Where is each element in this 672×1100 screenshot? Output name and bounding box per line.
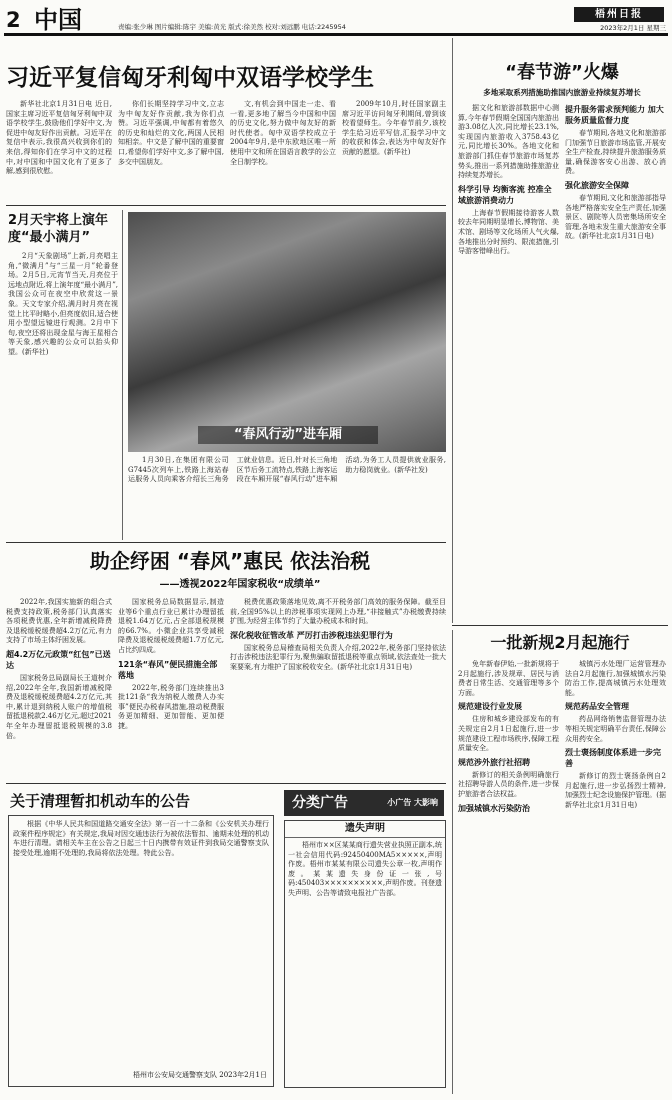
page-number: 2 <box>6 8 21 32</box>
notice-title: 关于清理暂扣机动车的公告 <box>10 792 191 810</box>
regulations-section-3: 加强城镇水污染防治 <box>458 803 530 813</box>
spring-travel-section-1: 科学引导 均衡客流 控准全域旅游消费动力 <box>458 184 552 205</box>
ads-text: 梧州市××区某某商行遗失营业执照正副本,统一社会信用代码:92450400MA5×××××,声明作废。梧州市某某有限公司遗失公章一枚,声明作废。某某遗失身份证一张,号码:450403××××××××××,声明作废。刊登遗失声明、公告等请致电报社广告部。 <box>288 841 442 897</box>
ads-title: 遗失声明 <box>285 821 445 838</box>
tax-col-3-body: 国家税务总局稽查局相关负责人介绍,2022年,税务部门坚持依法打击涉税违法犯罪行为,聚焦骗取留抵退税等重点领域,依法查处一批大案要案,有力维护了国家税收安全。(新华社北京1月31日电) <box>230 643 446 671</box>
tax-col-3-intro: 税费优惠政策落地见效,离不开税务部门高效的服务保障。截至目前,全国95%以上的涉税事项实现网上办理,“非接触式”办税缴费持续扩围,为经营主体节约了大量办税成本和时间。 <box>230 598 446 626</box>
spring-travel-section-2: 提升服务需求预判能力 加大服务质量监督力度 <box>565 105 664 125</box>
tax-section-2: 121条“春风”便民措施全部落地 <box>118 659 218 680</box>
regulations-section-2-text: 新修订的相关条例明确旅行社招聘导游人员的条件,进一步保护旅游者合法权益。 <box>458 770 559 798</box>
paper-name: 梧州日报 <box>595 9 643 20</box>
tax-section-3: 深化税收征管改革 严厉打击涉税违法犯罪行为 <box>230 630 393 640</box>
regulations-section-1: 规范建设行业发展 <box>458 702 522 712</box>
regulations-headline: 一批新规2月起施行 <box>490 633 630 652</box>
tax-col-1-body: 国家税务总局副局长王道树介绍,2022年全年,我国新增减税降费及退税缓税缓费超4.2万亿元,其中,累计退到纳税人账户的增值税留抵退税款2.46万亿元,超过2021年全年办理留抵退税规模的3.8倍。 <box>6 673 112 740</box>
spring-travel-section-3: 强化旅游安全保障 <box>565 180 629 190</box>
issue-date: 2023年2月1日 星期三 <box>600 24 666 32</box>
regulations-section-2: 规范涉外旅行社招聘 <box>458 757 530 767</box>
tax-col-2 <box>118 598 224 780</box>
photo-bottom-rule <box>6 542 446 543</box>
tax-col-3 <box>230 598 446 780</box>
lead-headline: 习近平复信匈牙利匈中双语学校学生 <box>6 65 374 91</box>
lead-col-2: 你们长期坚持学习中文,立志为中匈友好作贡献,我为你们点赞。习近平强调,中匈都有着悠久的历史和灿烂的文化,两国人民相知相亲。中文是了解中国的重要窗口,希望你们学好中文,多了解中国,多交中国朋友。 <box>118 100 224 166</box>
photo-caption-title: “春风行动”进车厢 <box>198 426 378 444</box>
right-column-divider <box>452 38 453 623</box>
regulations-section-3-text: 城镇污水处理厂运营管理办法自2月起施行,加强城镇水污染防治工作,提高城镇污水处理效能。 <box>565 660 666 697</box>
regulations-section-5: 烈士褒扬制度体系进一步完善 <box>565 748 661 769</box>
tax-col-1-intro: 2022年,我国实施新的组合式税费支持政策,税务部门认真落实各项税费优惠,全年新增减税降费及退税缓税缓费超4.2万亿元,有力支持了市场主体纾困发展。 <box>6 598 112 645</box>
spring-travel-headline: “春节游”火爆 <box>505 62 619 83</box>
masthead-rule <box>4 33 668 36</box>
regulations-section-5-text: 新修订的烈士褒扬条例自2月起施行,进一步弘扬烈士精神,加强烈士纪念设施保护管理。(据新华社北京1月31日电) <box>565 772 666 809</box>
tax-col-2-intro: 国家税务总局数据显示,制造业等6个重点行业已累计办理留抵退税1.64万亿元,占全部退税规模的66.7%。小微企业共享受减税降费及退税缓税缓费超1.7万亿元,占比约四成。 <box>118 598 224 654</box>
lead-col-1: 新华社北京1月31日电 近日,国家主席习近平复信匈牙利匈中双语学校学生,鼓励他们学好中文,为促进中匈友好作出贡献。习近平在复信中表示,我很高兴收到你们的来信,得知你们在学习中文的过程中,对中国和中国文化有了更多了解,感到很欣慰。 <box>6 100 112 176</box>
right-story-bottom-rule <box>452 625 668 626</box>
regulations-section-4: 规范药品安全管理 <box>565 702 629 712</box>
spring-travel-section-3-text: 春节期间,文化和旅游部指导各地严格落实安全生产责任,加强景区、剧院等人员密集场所安全管理,各地未发生重大旅游安全事故。(新华社北京1月31日电) <box>565 193 666 241</box>
notice-box <box>8 815 274 1087</box>
spring-travel-section-2-text: 春节期间,各地文化和旅游部门加强节日旅游市场监管,开展安全生产检查,持续提升旅游服务质量,确保游客安心出游、放心消费。 <box>565 129 666 176</box>
news-photo <box>128 212 446 452</box>
paper-logo <box>574 7 664 22</box>
notice-signature: 梧州市公安局交通警察支队 2023年2月1日 <box>133 1071 267 1079</box>
ads-phones: 小广告 大影响 <box>387 798 438 807</box>
spring-travel-section-1-text: 上海春节假期接待游客人数较去年同期明显增长,博物馆、美术馆、剧场等文化场所人气火爆,各地推出分时预约、限流措施,引导游客错峰出行。 <box>458 208 559 256</box>
tax-col-2-body: 2022年,税务部门连续推出3批121条“我为纳税人缴费人办实事”便民办税春风措施,推动税费服务更加精细、更加智能、更加便捷。 <box>118 683 224 730</box>
tax-bottom-rule <box>6 783 446 784</box>
regulations-body <box>458 660 666 1092</box>
spring-travel-body <box>458 104 666 620</box>
notice-text: 根据《中华人民共和国道路交通安全法》第一百一十二条和《公安机关办理行政案件程序规定》有关规定,我局对因交通违法行为被依法暂扣、逾期未处理的机动车进行清理。请相关车主在公告之日起三十日内携带有效证件到我局交通警察支队接受处理,逾期不处理的,我局将依法处理。特此公告。 <box>13 820 269 857</box>
ads-banner <box>284 790 444 816</box>
editors-line: 责编:张少琳 图片编辑:陈宇 美编:黄光 版式:徐美然 校对:刘远鹏 电话:2245954 <box>118 23 346 31</box>
regulations-section-1-text: 住房和城乡建设部发布的有关规定自2月1日起施行,进一步规范建设工程市场秩序,保障工程质量安全。 <box>458 715 559 753</box>
section-name: 中国 <box>34 6 82 34</box>
lead-col-3: 文,有机会到中国走一走、看一看,更多地了解当今中国和中国的历史文化,努力做中匈友好的新时代使者。匈中双语学校成立于2004年9月,是中东欧地区唯一所使用中文和所在国语言教学的公立全日制学校。 <box>230 100 336 166</box>
lead-col-4: 2009年10月,时任国家副主席习近平访问匈牙利期间,曾到该校看望师生。今年春节前夕,该校学生给习近平写信,汇报学习中文的收获和体会,表达为中匈友好作贡献的愿望。(新华社) <box>342 100 446 156</box>
tax-section-1: 超4.2万亿元政策“红包”已送达 <box>6 649 111 670</box>
regulations-divider <box>452 630 453 1094</box>
regulations-section-4-text: 药品网络销售监督管理办法等相关规定明确平台责任,保障公众用药安全。 <box>565 715 666 743</box>
photo-caption: 1月30日,在集团有限公司G7445次列车上,铁路上海站春运服务人员向乘客介绍长三角务工就业信息。近日,针对长三角地区节后务工流特点,铁路上海客运段在车厢开展“春风行动”进车厢活动,为务工人员提供就业服务,助力稳岗就业。(新华社发) <box>128 456 446 484</box>
tax-subheadline: ——透视2022年国家税收“成绩单” <box>159 579 321 590</box>
spring-travel-subheadline: 多地采取系列措施助推国内旅游业持续复苏增长 <box>483 88 641 97</box>
left-column-divider <box>122 210 123 540</box>
ads-box <box>284 820 446 1088</box>
moon-body: 2月“天象剧场”上新,月亮唱主角,“微满月”与“三星一月”轮番登场。2月5日,元宵节当天,月亮位于远地点附近,将上演年度“最小满月”,我国公众可在夜空中欣赏这一景象。天文专家介绍,满月时月亮在视觉上比平时略小,但亮度依旧,适合使用小型望远镜进行观测。2月中下旬,夜空还将出现金星与海王星相合等天象,感兴趣的公众可以抬头仰望。(新华社) <box>8 252 118 356</box>
lead-bottom-rule <box>6 205 446 206</box>
tax-col-1 <box>6 598 112 780</box>
tax-headline: 助企纾困 “春风”惠民 依法治税 <box>89 549 371 573</box>
moon-headline: 2月天宇将上演年度“最小满月” <box>8 213 109 245</box>
ads-header: 分类广告 <box>292 795 348 811</box>
regulations-intro: 免年新春伊始,一批新规将于2月起施行,涉及规章、居民与消费者日常生活、交通管理等多个方面。 <box>458 660 559 697</box>
spring-travel-intro: 据文化和旅游部数据中心测算,今年春节假期全国国内旅游出游3.08亿人次,同比增长23.1%,实现国内旅游收入3758.43亿元,同比增长30%。各地文化和旅游部门抓住春节旅游市场复苏势头,推出一系列措施助推旅游业持续复苏增长。 <box>458 104 559 180</box>
